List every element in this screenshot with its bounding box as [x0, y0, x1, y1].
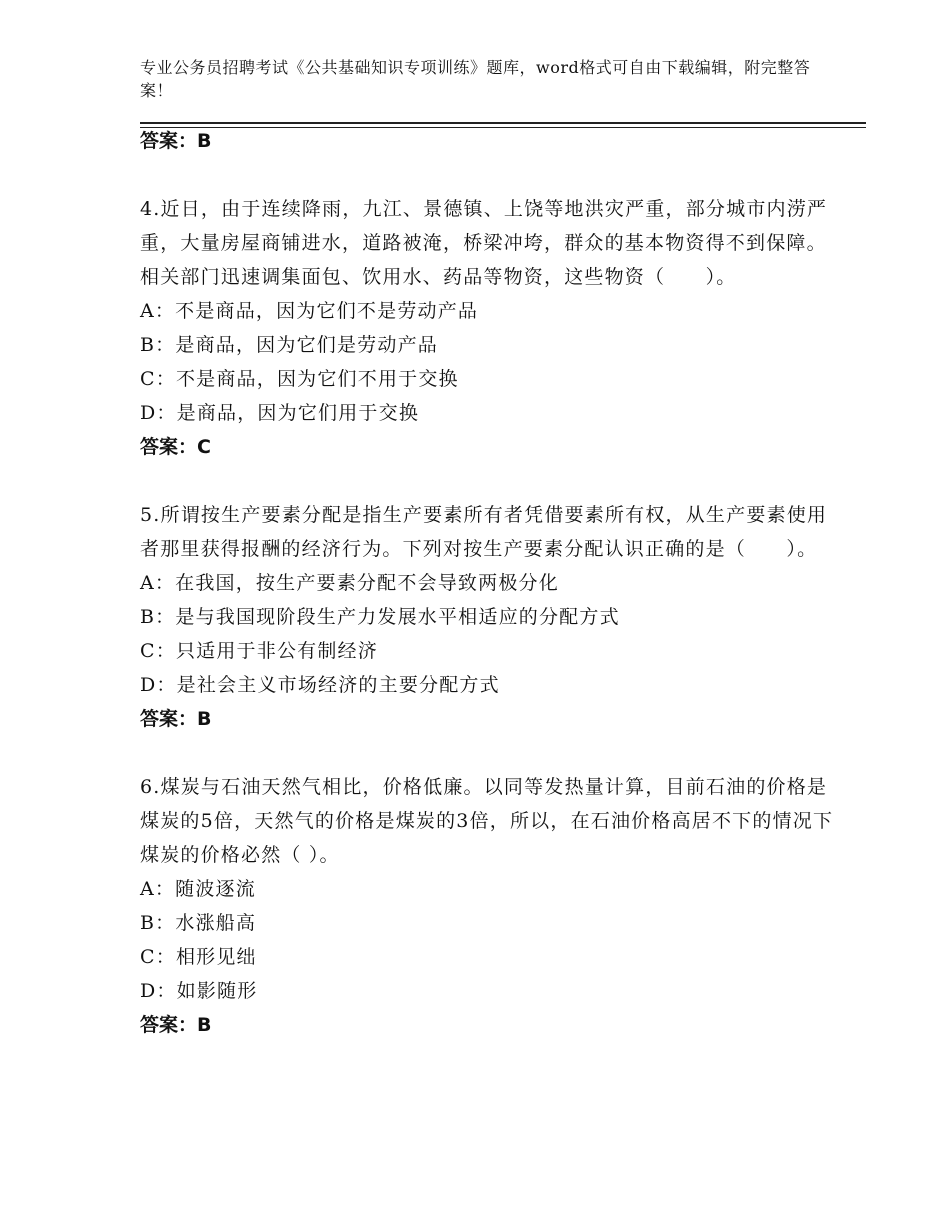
question-stem: 6.煤炭与石油天然气相比，价格低廉。以同等发热量计算，目前石油的价格是煤炭的5倍，天然气的价格是煤炭的3倍，所以，在石油价格高居不下的情况下煤炭的价格必然（ ）。 [140, 776, 834, 866]
option-d: D：是商品，因为它们用于交换 [140, 402, 420, 424]
option-a: A：在我国，按生产要素分配不会导致两极分化 [140, 572, 559, 594]
question-item [140, 770, 840, 1042]
question-item [140, 192, 840, 464]
answer-text: 答案：B [140, 130, 212, 152]
option-c: C：不是商品，因为它们不用于交换 [140, 368, 459, 390]
question-item [140, 498, 840, 736]
answer-text: 答案：B [140, 708, 212, 730]
option-c: C：只适用于非公有制经济 [140, 640, 378, 662]
option-a: A：随波逐流 [140, 878, 256, 900]
question-stem: 4.近日，由于连续降雨，九江、景德镇、上饶等地洪灾严重，部分城市内涝严重，大量房屋商铺进水，道路被淹，桥梁冲垮，群众的基本物资得不到保障。相关部门迅速调集面包、饮用水、药品等物资，这些物资（ ）。 [140, 198, 828, 288]
option-a: A：不是商品，因为它们不是劳动产品 [140, 300, 479, 322]
option-b: B：水涨船高 [140, 912, 257, 934]
option-c: C：相形见绌 [140, 946, 257, 968]
question-list [140, 124, 840, 1042]
option-d: D：如影随形 [140, 980, 258, 1002]
answer-text: 答案：B [140, 1014, 212, 1036]
answer-text: 答案：C [140, 436, 211, 458]
option-b: B：是与我国现阶段生产力发展水平相适应的分配方式 [140, 606, 620, 628]
option-b: B：是商品，因为它们是劳动产品 [140, 334, 438, 356]
page-header: 专业公务员招聘考试《公共基础知识专项训练》题库，word格式可自由下载编辑，附完整答案！ [140, 58, 811, 100]
option-d: D：是社会主义市场经济的主要分配方式 [140, 674, 500, 696]
question-stem: 5.所谓按生产要素分配是指生产要素所有者凭借要素所有权，从生产要素使用者那里获得报酬的经济行为。下列对按生产要素分配认识正确的是（ ）。 [140, 504, 828, 560]
